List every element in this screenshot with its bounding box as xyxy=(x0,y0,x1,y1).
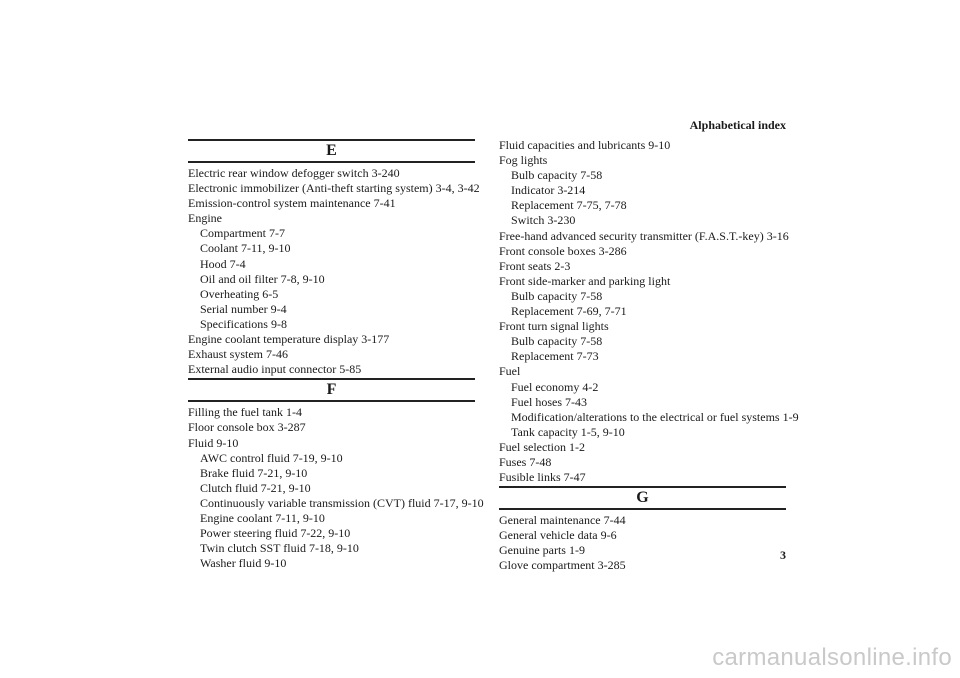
index-subentry: Clutch fluid 7-21, 9-10 xyxy=(200,480,311,495)
index-entry: Fog lights xyxy=(499,153,548,168)
index-subentry: Tank capacity 1-5, 9-10 xyxy=(511,424,625,439)
index-entry: Front turn signal lights xyxy=(499,319,609,334)
index-entry: Filling the fuel tank 1-4 xyxy=(188,405,302,420)
index-subentry: Engine coolant 7-11, 9-10 xyxy=(200,510,325,525)
index-subentry: Compartment 7-7 xyxy=(200,226,285,241)
index-entry: Fuses 7-48 xyxy=(499,454,552,469)
index-entry: General maintenance 7-44 xyxy=(499,513,626,528)
index-subentry: Fuel hoses 7-43 xyxy=(511,394,587,409)
index-entry: Front console boxes 3-286 xyxy=(499,243,627,258)
index-subentry: Continuously variable transmission (CVT) fluid 7-17, 9-10 xyxy=(200,495,484,510)
index-subentry: Coolant 7-11, 9-10 xyxy=(200,241,291,256)
index-subentry: Oil and oil filter 7-8, 9-10 xyxy=(200,271,325,286)
index-subentry: Power steering fluid 7-22, 9-10 xyxy=(200,526,351,541)
index-column-right xyxy=(499,138,799,574)
page-number: 3 xyxy=(780,548,786,562)
index-subentry: Brake fluid 7-21, 9-10 xyxy=(200,465,308,480)
index-section xyxy=(188,139,480,377)
index-subentry: Bulb capacity 7-58 xyxy=(511,334,603,349)
index-entry: Free-hand advanced security transmitter (F.A.S.T.-key) 3-16 xyxy=(499,228,789,243)
index-entry: Engine xyxy=(188,211,222,226)
index-entry: Exhaust system 7-46 xyxy=(188,347,288,362)
index-subentry: Switch 3-230 xyxy=(511,213,576,228)
index-section xyxy=(188,378,484,571)
index-section xyxy=(499,138,799,485)
index-subentry: Replacement 7-69, 7-71 xyxy=(511,304,627,319)
index-subentry: Washer fluid 9-10 xyxy=(200,556,287,571)
index-entry: Fuel selection 1-2 xyxy=(499,439,585,454)
section-letter-heading: G xyxy=(499,486,786,510)
index-subentry: Specifications 9-8 xyxy=(200,316,287,331)
page-header-title: Alphabetical index xyxy=(689,118,786,132)
index-entry: Genuine parts 1-9 xyxy=(499,543,585,558)
index-column-left xyxy=(188,138,484,571)
index-entry: Emission-control system maintenance 7-41 xyxy=(188,196,396,211)
index-entry: Fusible links 7-47 xyxy=(499,470,586,485)
index-entry: Electronic immobilizer (Anti-theft starting system) 3-4, 3-42 xyxy=(188,181,480,196)
index-entry: Fuel xyxy=(499,364,521,379)
watermark: carmanualsonline.info xyxy=(712,644,952,671)
index-entry: Fluid 9-10 xyxy=(188,435,239,450)
index-subentry: Twin clutch SST fluid 7-18, 9-10 xyxy=(200,541,359,556)
index-subentry: Modification/alterations to the electrical or fuel systems 1-9 xyxy=(511,409,799,424)
section-letter-heading: F xyxy=(188,378,475,402)
index-subentry: Bulb capacity 7-58 xyxy=(511,168,603,183)
index-entry: Front side-marker and parking light xyxy=(499,273,671,288)
index-subentry: Indicator 3-214 xyxy=(511,183,586,198)
index-entry: Floor console box 3-287 xyxy=(188,420,306,435)
index-entry: Glove compartment 3-285 xyxy=(499,558,626,573)
index-entry: Fluid capacities and lubricants 9-10 xyxy=(499,138,671,152)
index-entry: Engine coolant temperature display 3-177 xyxy=(188,332,390,347)
index-section xyxy=(499,486,786,573)
index-subentry: Fuel economy 4-2 xyxy=(511,379,599,394)
index-entry: General vehicle data 9-6 xyxy=(499,528,617,543)
index-subentry: Replacement 7-75, 7-78 xyxy=(511,198,627,213)
index-subentry: Hood 7-4 xyxy=(200,256,246,271)
index-subentry: Replacement 7-73 xyxy=(511,349,599,364)
index-entry: External audio input connector 5-85 xyxy=(188,362,362,377)
index-entry: Front seats 2-3 xyxy=(499,258,571,273)
index-subentry: AWC control fluid 7-19, 9-10 xyxy=(200,450,343,465)
index-subentry: Serial number 9-4 xyxy=(200,301,287,316)
section-letter-heading: E xyxy=(188,139,475,163)
index-subentry: Bulb capacity 7-58 xyxy=(511,288,603,303)
index-entry: Electric rear window defogger switch 3-240 xyxy=(188,166,400,180)
index-subentry: Overheating 6-5 xyxy=(200,286,279,301)
